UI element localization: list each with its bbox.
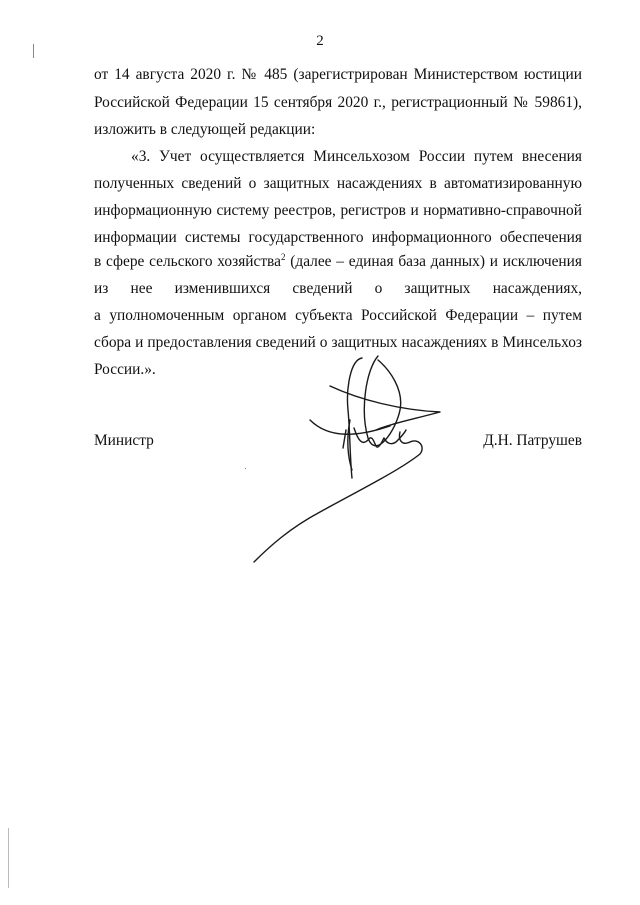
- body-line-1: от 14 августа 2020 г. № 485 (зарегистрирован Министерством юстиции: [94, 66, 582, 83]
- footnote-marker: 2: [280, 251, 286, 262]
- scan-mark-dot: [245, 468, 246, 469]
- signatory-name: Д.Н. Патрушев: [483, 432, 582, 449]
- body-line-11: сбора и предоставления сведений о защитных насаждениях в Минсельхоз: [94, 334, 582, 351]
- body-line-8-part-2: (далее – единая база данных) и исключения: [285, 253, 582, 270]
- body-line-8: [94, 253, 582, 271]
- body-line-9: из нее изменившихся сведений о защитных насаждениях,: [94, 280, 582, 297]
- body-line-3: изложить в следующей редакции:: [94, 121, 316, 138]
- signatory-title: Министр: [94, 432, 154, 449]
- body-line-10: а уполномоченным органом субъекта Российской Федерации – путем: [94, 307, 582, 324]
- handwritten-signature: [250, 350, 450, 570]
- body-line-12: России.».: [94, 361, 156, 378]
- body-line-2: Российской Федерации 15 сентября 2020 г., регистрационный № 59861),: [94, 94, 582, 111]
- body-line-8-part-1: в сфере сельского хозяйства: [94, 253, 281, 270]
- body-line-5: полученных сведений о защитных насаждениях в автоматизированную: [94, 175, 582, 192]
- page-number: 2: [316, 33, 324, 49]
- body-line-7: информации системы государственного информационного обеспечения: [94, 229, 582, 246]
- scan-mark-top-left: [33, 44, 34, 58]
- scan-mark-bottom-left: [8, 828, 9, 888]
- body-line-4: «3. Учет осуществляется Минсельхозом России путем внесения: [131, 148, 582, 165]
- body-line-6: информационную систему реестров, регистров и нормативно-справочной: [94, 202, 582, 219]
